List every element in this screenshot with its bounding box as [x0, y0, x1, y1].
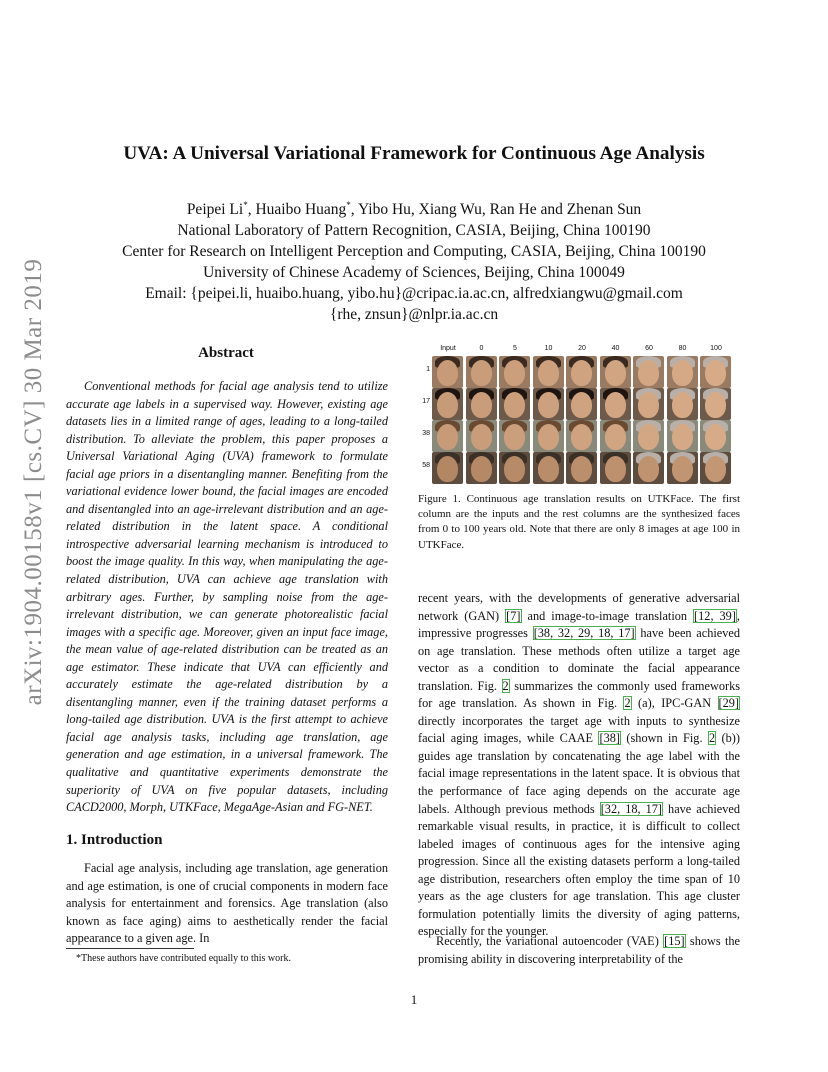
- face-thumbnail: [499, 388, 530, 420]
- face-thumbnail: [566, 452, 597, 484]
- text-run: Recently, the variational autoencoder (VAE): [436, 934, 664, 948]
- citation-link[interactable]: 2: [708, 731, 716, 746]
- figure-column-label: 40: [611, 345, 620, 352]
- citation-link[interactable]: [7]: [506, 608, 521, 623]
- face-thumbnail: [533, 388, 564, 420]
- face-thumbnail: [499, 420, 530, 452]
- figure-1-caption: [418, 492, 740, 553]
- face-thumbnail: [667, 388, 698, 420]
- face-thumbnail: [600, 420, 631, 452]
- face-thumbnail: [499, 452, 530, 484]
- email-line-2: {rhe, znsun}@nlpr.ia.ac.cn: [329, 306, 499, 324]
- citation-link[interactable]: [38, 32, 29, 18, 17]: [533, 626, 635, 641]
- text-run: summarizes the commonly used frameworks for age translation. As shown in Fig.: [418, 678, 741, 711]
- face-thumbnail: [700, 388, 731, 420]
- text-run: directly incorporates the target age with inputs to synthesize facial aging images, while CAAE: [418, 713, 740, 746]
- figure-column-label: Input: [440, 345, 456, 352]
- citation-link[interactable]: [12, 39]: [694, 608, 736, 623]
- figure-1: [418, 345, 738, 485]
- page-number: 1: [410, 992, 418, 1007]
- face-thumbnail: [700, 420, 731, 452]
- citation-link[interactable]: 2: [624, 696, 631, 711]
- text-run: (shown in Fig.: [620, 731, 708, 746]
- face-thumbnail: [499, 356, 530, 388]
- citation-link[interactable]: [29]: [718, 696, 739, 711]
- affiliation-2: Center for Research on Intelligent Perception and Computing, CASIA, Beijing, China 100190: [122, 243, 706, 261]
- figure-column-label: 10: [544, 345, 553, 352]
- text-run: , impressive progresses: [418, 608, 740, 641]
- figure-row-label: 58: [422, 462, 430, 469]
- caption-label: Figure 1.: [418, 493, 461, 505]
- face-thumbnail: [566, 388, 597, 420]
- figure-row-label: 17: [422, 398, 430, 405]
- footnote: *These authors have contributed equally to this work.: [76, 953, 291, 964]
- text-run: shows the promising ability in discovering interpretability of the: [418, 934, 741, 966]
- face-thumbnail: [432, 356, 463, 388]
- email-line-1: Email: {peipei.li, huaibo.huang, yibo.hu}@cripac.ia.ac.cn, alfredxiangwu@gmail.com: [145, 285, 683, 303]
- arxiv-stamp-text: arXiv:1904.00158v1 [cs.CV] 30 Mar 2019: [20, 258, 47, 706]
- text-run: and image-to-image translation: [521, 608, 694, 623]
- face-thumbnail: [566, 356, 597, 388]
- face-thumbnail: [667, 420, 698, 452]
- face-thumbnail: [533, 420, 564, 452]
- face-thumbnail: [432, 452, 463, 484]
- arxiv-stamp: [18, 258, 50, 706]
- face-thumbnail: [432, 420, 463, 452]
- figure-row-label: 1: [426, 366, 430, 373]
- author-block: [60, 195, 768, 325]
- face-thumbnail: [533, 452, 564, 484]
- paper-title: UVA: A Universal Variational Framework for Continuous Age Analysis: [123, 143, 705, 164]
- face-thumbnail: [600, 388, 631, 420]
- face-thumbnail: [466, 356, 497, 388]
- face-thumbnail: [600, 356, 631, 388]
- figure-column-label: 100: [710, 345, 722, 352]
- face-thumbnail: [700, 356, 731, 388]
- figure-column-label: 5: [513, 345, 517, 352]
- citation-link[interactable]: [38]: [599, 731, 620, 746]
- right-paragraph-2: [418, 933, 740, 968]
- face-thumbnail: [667, 356, 698, 388]
- affiliation-1: National Laboratory of Pattern Recognition, CASIA, Beijing, China 100190: [177, 222, 651, 240]
- text-run: have been achieved on age translation. These methods often utilize a target age vector as a condition to dominate the facial appearance translation. Fig.: [418, 626, 740, 693]
- face-thumbnail: [600, 452, 631, 484]
- face-thumbnail: [633, 356, 664, 388]
- citation-link[interactable]: [15]: [664, 934, 685, 948]
- face-thumbnail: [533, 356, 564, 388]
- figure-row-label: 38: [422, 430, 430, 437]
- text-run: have achieved remarkable visual results, in practice, it is difficult to collect labeled images of continuous ages for the intensive aging progression. Since all the existing datasets perform a long-tailed age distribution, researchers often employ the time span of 10 years as the age clusters for age translation. This age cluster formulation potentially limits the diversity of aging patterns, especially for the younger.: [418, 801, 740, 939]
- text-run: (a), IPC-GAN: [631, 696, 718, 711]
- text-run: recent years, with the developments of generative adversarial network (GAN): [418, 591, 740, 623]
- face-thumbnail: [667, 452, 698, 484]
- face-thumbnail: [466, 420, 497, 452]
- figure-column-label: 0: [479, 345, 484, 352]
- abstract-body: Conventional methods for facial age analysis tend to utilize accurate age labels in a supervised way. However, existing age datasets lies in a limited range of ages, leading to a long-tailed distribution. To alleviate the problem, this paper proposes a Universal Variational Aging (UVA) framework to formulate facial age priors in a disentangling manner. Benefiting from the variational evidence lower bound, the facial images are encoded and disentangled into an age-irrelevant distribution and an age-related distribution in the latent space. A conditional introspective adversarial learning mechanism is introduced to boost the image quality. In this way, when manipulating the age-related distribution, UVA can achieve age translation with arbitrary ages. Further, by sampling noise from the age-irrelevant distribution, we can generate photorealistic facial images with a specific age. Moreover, given an input face image, the mean value of age-related distribution can be treated as an age estimator. These indicate that UVA can efficiently and accurately estimate the age-related distribution by a disentangling manner, even if the training dataset performs a long-tailed age distribution. UVA is the first attempt to achieve facial age analysis tasks, including age translation, age generation and age estimation, in a universal framework. The qualitative and quantitative experiments demonstrate the superiority of UVA on five popular datasets, including CACD2000, Morph, UTKFace, MegaAge-Asian and FG-NET.: [66, 379, 388, 815]
- face-thumbnail: [466, 452, 497, 484]
- face-thumbnail: [566, 420, 597, 452]
- citation-link[interactable]: [32, 18, 17]: [600, 801, 663, 816]
- abstract-heading: Abstract: [198, 345, 254, 361]
- text-run: (b)) guides age translation by concatenating the age label with the facial image representations in the latent space. It is obvious that the performance of face aging depends on the accurate age labels. Although previous methods: [418, 731, 740, 816]
- figure-column-label: 80: [678, 345, 687, 352]
- face-thumbnail: [432, 388, 463, 420]
- face-thumbnail: [700, 452, 731, 484]
- intro-heading: 1. Introduction: [66, 832, 163, 848]
- footnote-rule: [66, 948, 194, 949]
- right-paragraph-1: [418, 590, 740, 941]
- author-names: Peipei Li*, Huaibo Huang*, Yibo Hu, Xiang Wu, Ran He and Zhenan Sun: [186, 200, 642, 219]
- intro-body: Facial age analysis, including age translation, age generation and age estimation, is one of crucial components in modern face analysis for entertainment and forensics. Age translation (also known as face aging) aims to aesthetically render the facial appearance to a given age. In: [66, 861, 388, 946]
- face-thumbnail: [633, 388, 664, 420]
- face-thumbnail: [466, 388, 497, 420]
- caption-text: Continuous age translation results on UTKFace. The first column are the inputs and the rest columns are the synthesized faces from 0 to 100 years old. Note that there are only 8 images at age 100 in UTKFace.: [418, 493, 740, 551]
- affiliation-3: University of Chinese Academy of Sciences, Beijing, China 100049: [203, 264, 625, 282]
- face-thumbnail: [633, 452, 664, 484]
- figure-column-label: 20: [578, 345, 586, 352]
- citation-link[interactable]: 2: [502, 678, 509, 693]
- face-thumbnail: [633, 420, 664, 452]
- figure-column-label: 60: [645, 345, 653, 352]
